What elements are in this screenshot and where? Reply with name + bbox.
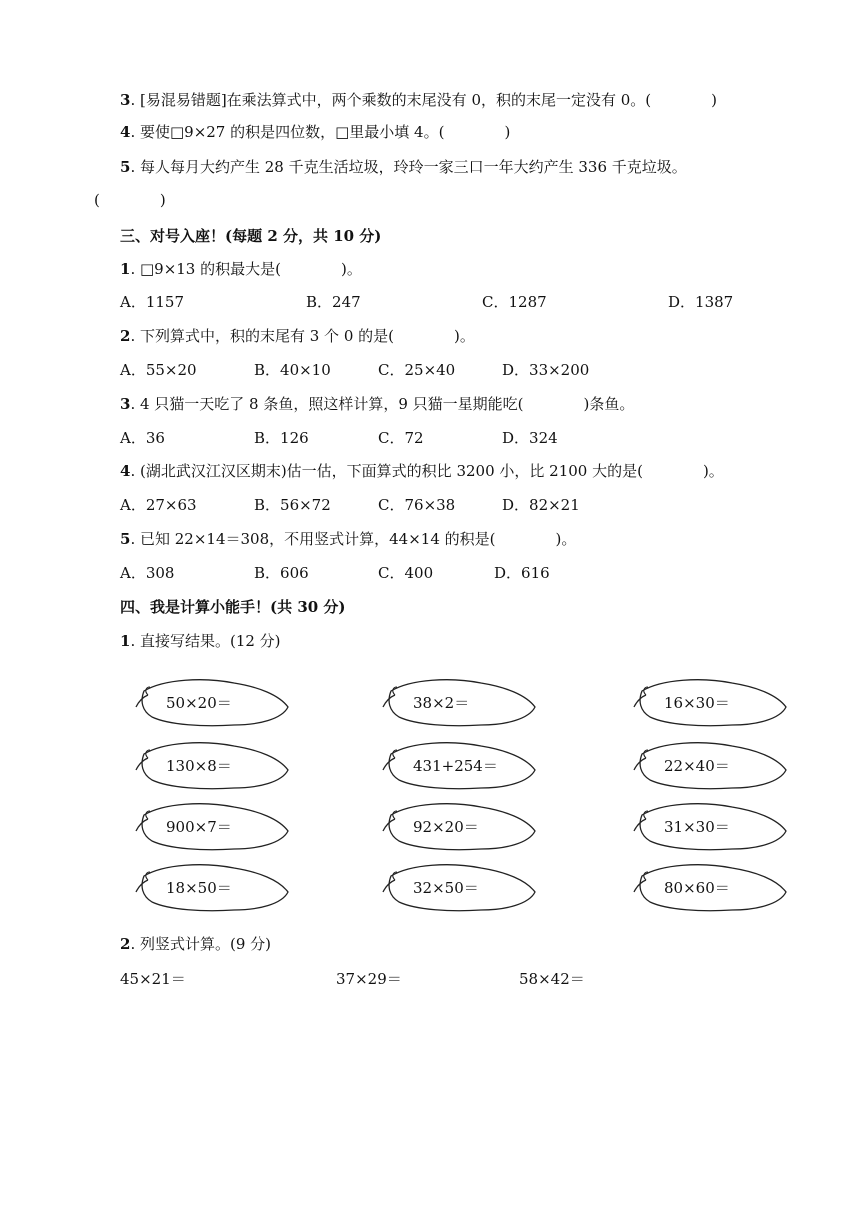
vertical-calc-1: 45×21＝ (120, 970, 186, 988)
leaf-exercise (134, 740, 290, 790)
question-number: 2 (120, 935, 131, 953)
question-number: 3 (120, 91, 131, 109)
leaf-exercise (381, 740, 537, 790)
question-number: 4 (120, 462, 131, 480)
leaf-expression: 900×7＝ (166, 818, 232, 836)
question-text: . 已知 22×14＝308，不用竖式计算，44×14 的积是( )。 (130, 530, 577, 548)
choice-q2-option-b: B．40×10 (254, 361, 331, 379)
leaf-expression: 130×8＝ (166, 757, 232, 775)
leaf-expression: 31×30＝ (664, 818, 730, 836)
calc-q2 (120, 934, 271, 954)
choice-q1-option-c: C．1287 (482, 293, 547, 311)
choice-q4-option-a: A．27×63 (120, 496, 197, 514)
leaf-exercise (632, 862, 788, 912)
leaf-expression: 32×50＝ (413, 879, 479, 897)
choice-q1 (120, 259, 362, 279)
judge-q3 (120, 90, 717, 110)
choice-q1-option-d: D．1387 (668, 293, 734, 311)
question-text: . 下列算式中，积的末尾有 3 个 0 的是( )。 (130, 327, 475, 345)
leaf-exercise (134, 801, 290, 851)
leaf-exercise (632, 801, 788, 851)
leaf-expression: 18×50＝ (166, 879, 232, 897)
leaf-exercise (632, 677, 788, 727)
choice-q5-option-c: C．400 (378, 564, 434, 582)
choice-q5-option-a: A．308 (120, 564, 175, 582)
choice-q4-option-c: C．76×38 (378, 496, 456, 514)
leaf-exercise (632, 740, 788, 790)
leaf-exercise (134, 677, 290, 727)
choice-q4-option-b: B．56×72 (254, 496, 331, 514)
choice-q3 (120, 394, 634, 414)
question-text: . (湖北武汉江汉区期末)估一估，下面算式的积比 3200 小，比 2100 大的是( )。 (130, 462, 724, 480)
choice-q3-option-d: D．324 (502, 429, 558, 447)
leaf-exercise (381, 801, 537, 851)
leaf-expression: 92×20＝ (413, 818, 479, 836)
choice-q2-option-c: C．25×40 (378, 361, 456, 379)
vertical-calc-3: 58×42＝ (519, 970, 585, 988)
choice-q2 (120, 326, 475, 346)
choice-q1-option-b: B．247 (306, 293, 361, 311)
leaf-expression: 431+254＝ (413, 757, 498, 775)
calc-q1 (120, 631, 281, 651)
choice-q4 (120, 461, 724, 481)
leaf-exercise (134, 862, 290, 912)
choice-q1-option-a: A．1157 (120, 293, 185, 311)
question-text: . 4 只猫一天吃了 8 条鱼，照这样计算，9 只猫一星期能吃( )条鱼。 (130, 395, 635, 413)
question-number: 1 (120, 632, 131, 650)
question-number: 2 (120, 327, 131, 345)
question-number: 1 (120, 260, 131, 278)
question-text: . 要使□9×27 的积是四位数，□里最小填 4。( ) (130, 123, 511, 141)
choice-q3-option-c: C．72 (378, 429, 424, 447)
leaf-expression: 80×60＝ (664, 879, 730, 897)
question-number: 4 (120, 123, 131, 141)
question-number: 5 (120, 158, 131, 176)
choice-q3-option-b: B．126 (254, 429, 309, 447)
leaf-expression: 38×2＝ (413, 694, 470, 712)
question-text: . 每人每月大约产生 28 千克生活垃圾，玲玲一家三口一年大约产生 336 千克垃圾。 (130, 158, 687, 176)
choice-q5-option-b: B．606 (254, 564, 309, 582)
judge-q5 (120, 157, 687, 177)
choice-q4-option-d: D．82×21 (502, 496, 580, 514)
vertical-calc-2: 37×29＝ (336, 970, 402, 988)
choice-q2-option-d: D．33×200 (502, 361, 590, 379)
leaf-expression: 22×40＝ (664, 757, 730, 775)
question-text: . 直接写结果。(12 分) (130, 632, 281, 650)
judge-q4 (120, 122, 510, 142)
choice-q5-option-d: D．616 (494, 564, 550, 582)
question-text: . [易混易错题]在乘法算式中，两个乘数的末尾没有 0，积的末尾一定没有 0。( ) (130, 91, 718, 109)
judge-q5-answer-blank: ( ) (94, 191, 166, 209)
question-text: . 列竖式计算。(9 分) (130, 935, 271, 953)
section-4-heading: 四、我是计算小能手！(共 30 分) (120, 598, 346, 616)
leaf-expression: 16×30＝ (664, 694, 730, 712)
section-3-heading: 三、对号入座！(每题 2 分，共 10 分) (120, 227, 382, 245)
leaf-expression: 50×20＝ (166, 694, 232, 712)
leaf-exercise (381, 862, 537, 912)
question-number: 3 (120, 395, 131, 413)
choice-q5 (120, 529, 576, 549)
choice-q2-option-a: A．55×20 (120, 361, 197, 379)
question-number: 5 (120, 530, 131, 548)
choice-q3-option-a: A．36 (120, 429, 165, 447)
question-text: . □9×13 的积最大是( )。 (130, 260, 362, 278)
leaf-exercise (381, 677, 537, 727)
